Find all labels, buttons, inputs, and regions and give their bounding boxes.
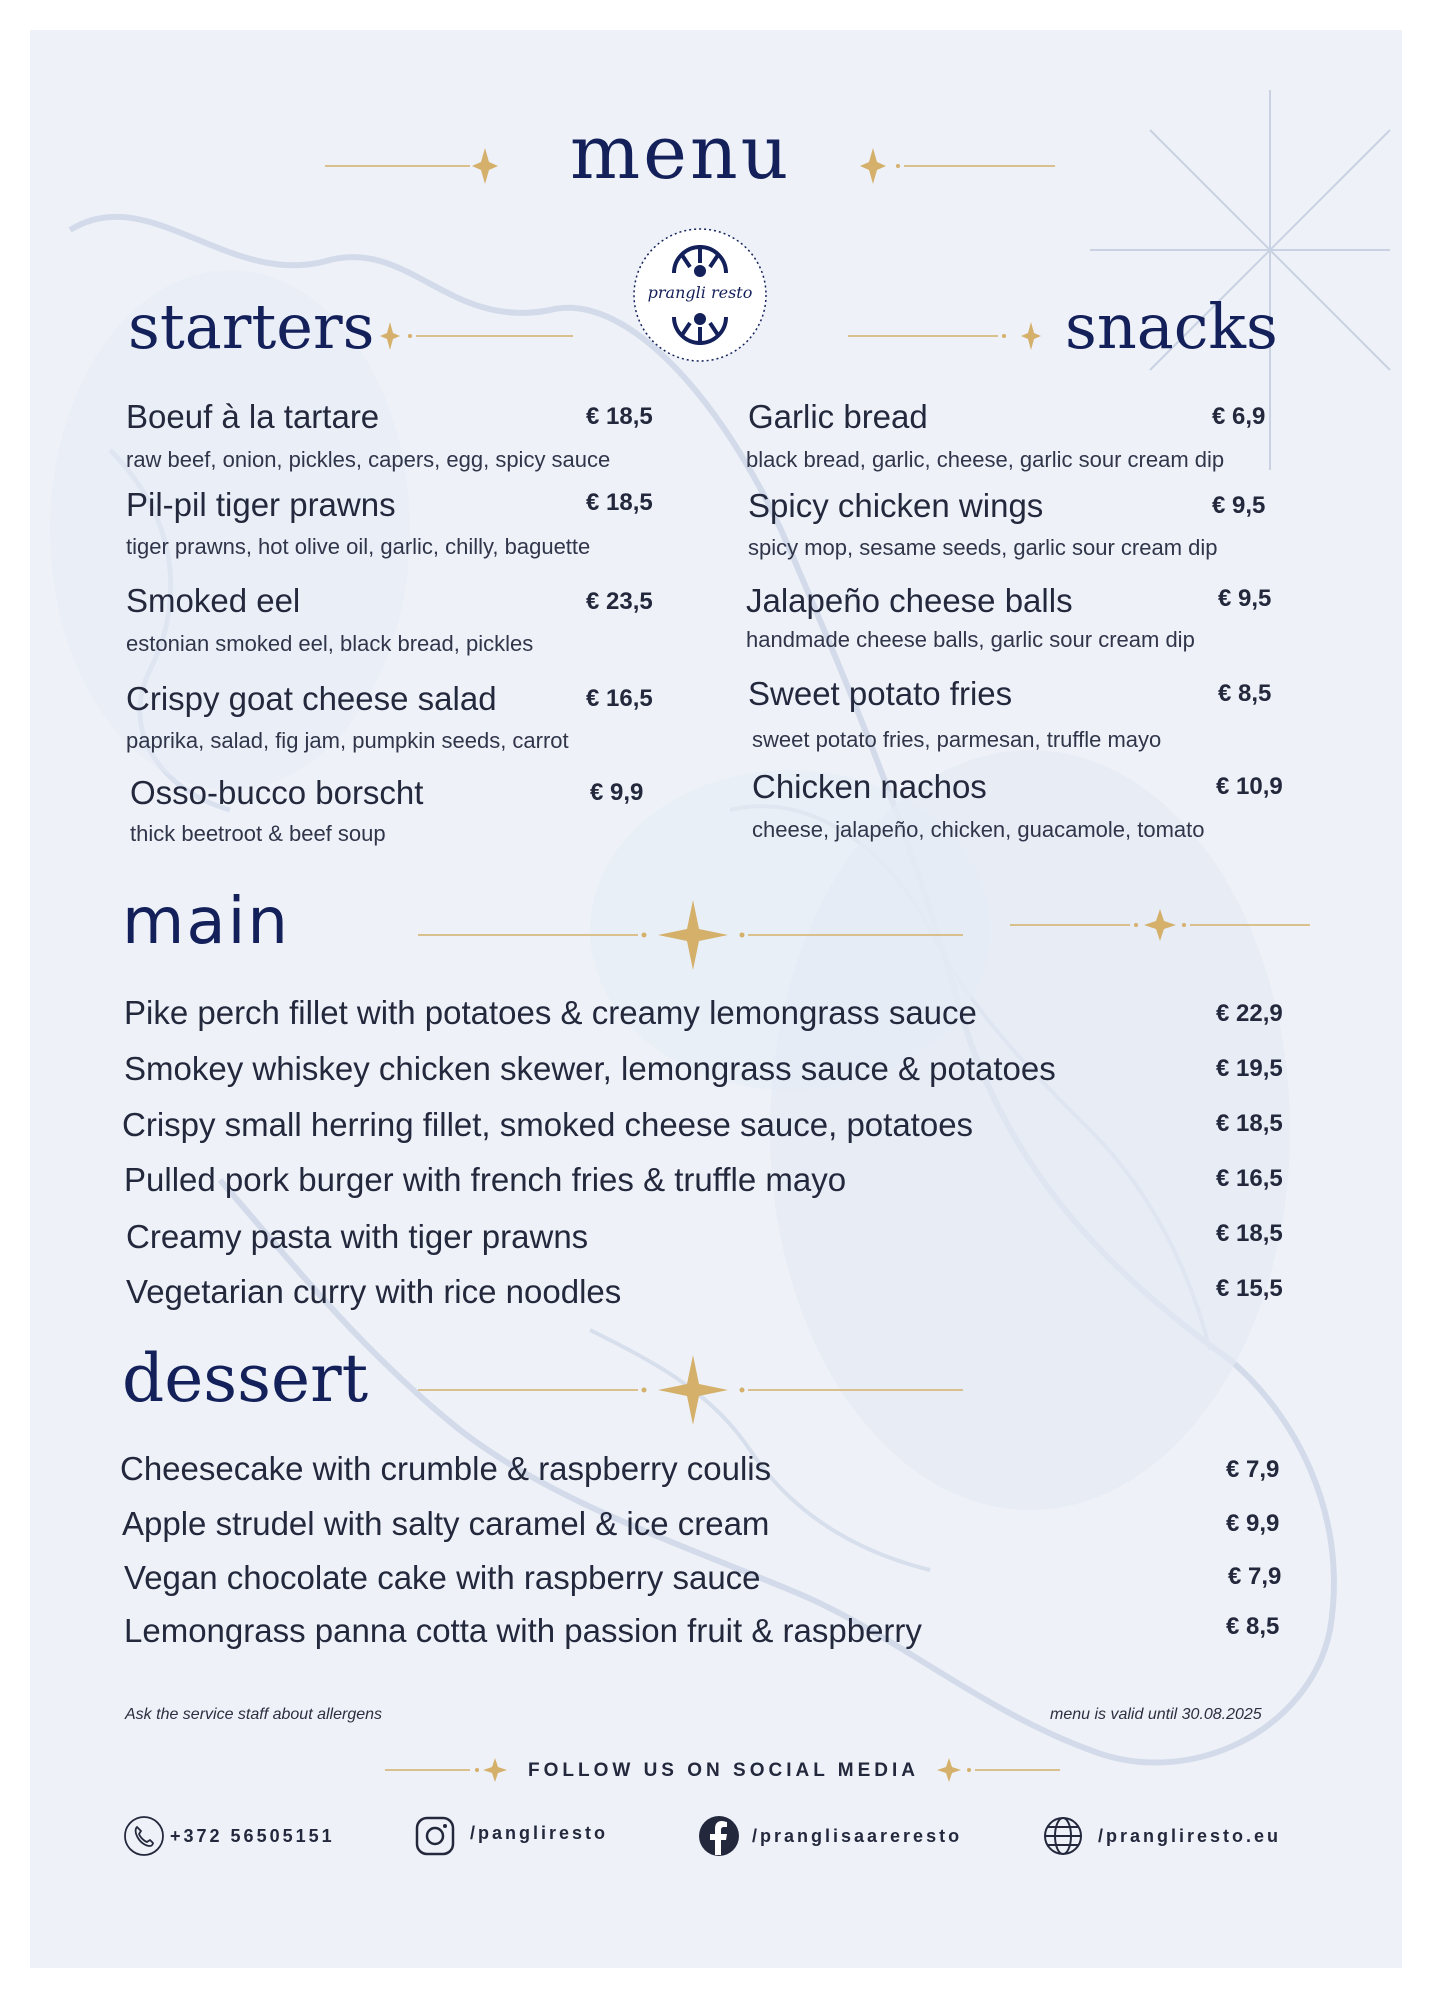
follow-us-label: FOLLOW US ON SOCIAL MEDIA — [528, 1760, 919, 1781]
website-url[interactable]: /prangliresto.eu — [1098, 1826, 1282, 1846]
main-name: Crispy small herring fillet, smoked cheese sauce, potatoes — [122, 1106, 974, 1143]
validity-note: menu is valid until 30.08.2025 — [1050, 1706, 1262, 1723]
snack-name: Garlic bread — [748, 398, 928, 435]
main-price: € 16,5 — [1216, 1165, 1283, 1192]
main-name: Vegetarian curry with rice noodles — [126, 1273, 622, 1310]
snacks-heading: snacks — [1065, 290, 1278, 363]
starter-price: € 23,5 — [586, 588, 653, 615]
starter-name: Smoked eel — [126, 582, 301, 619]
snack-name: Sweet potato fries — [748, 675, 1013, 712]
snack-name: Spicy chicken wings — [748, 487, 1044, 524]
snack-desc: cheese, jalapeño, chicken, guacamole, tomato — [752, 817, 1205, 842]
dessert-price: € 9,9 — [1226, 1510, 1280, 1537]
main-name: Pulled pork burger with french fries & truffle mayo — [124, 1161, 847, 1198]
snack-price: € 9,5 — [1212, 492, 1266, 519]
dessert-price: € 7,9 — [1228, 1563, 1282, 1590]
starter-desc: raw beef, onion, pickles, capers, egg, spicy sauce — [126, 447, 611, 472]
facebook-handle[interactable]: /pranglisaareresto — [752, 1826, 963, 1846]
starter-desc: paprika, salad, fig jam, pumpkin seeds, carrot — [126, 728, 569, 753]
main-heading: main — [122, 885, 290, 959]
main-name: Smokey whiskey chicken skewer, lemongrass sauce & potatoes — [124, 1050, 1056, 1087]
starter-price: € 18,5 — [586, 403, 653, 430]
main-name: Pike perch fillet with potatoes & creamy lemongrass sauce — [124, 994, 977, 1031]
dessert-ornament — [418, 1350, 968, 1430]
snack-desc: handmade cheese balls, garlic sour cream dip — [746, 627, 1195, 652]
instagram-icon — [414, 1815, 456, 1857]
follow-ornament-left — [385, 1755, 515, 1785]
dessert-price: € 8,5 — [1226, 1613, 1280, 1640]
starters-heading: starters — [128, 290, 375, 363]
starter-desc: thick beetroot & beef soup — [130, 821, 386, 846]
snack-desc: spicy mop, sesame seeds, garlic sour cream dip — [748, 535, 1218, 560]
main-price: € 18,5 — [1216, 1110, 1283, 1137]
menu-title: menu — [570, 110, 792, 196]
globe-icon — [1042, 1815, 1084, 1857]
starter-name: Pil-pil tiger prawns — [126, 486, 396, 523]
snack-name: Chicken nachos — [752, 768, 987, 805]
main-price: € 18,5 — [1216, 1220, 1283, 1247]
snack-desc: sweet potato fries, parmesan, truffle mayo — [752, 727, 1162, 752]
phone-icon — [123, 1815, 165, 1857]
snack-name: Jalapeño cheese balls — [746, 582, 1073, 619]
starter-desc: estonian smoked eel, black bread, pickles — [126, 631, 534, 656]
starter-price: € 18,5 — [586, 489, 653, 516]
dessert-price: € 7,9 — [1226, 1456, 1280, 1483]
title-ornament-left — [325, 140, 505, 200]
main-price: € 15,5 — [1216, 1275, 1283, 1302]
starter-desc: tiger prawns, hot olive oil, garlic, chilly, baguette — [126, 534, 591, 559]
main-name: Creamy pasta with tiger prawns — [126, 1218, 589, 1255]
main-ornament — [418, 895, 968, 975]
starter-name: Osso-bucco borscht — [130, 774, 424, 811]
dessert-heading: dessert — [122, 1340, 369, 1417]
dessert-name: Apple strudel with salty caramel & ice cream — [122, 1505, 770, 1542]
main-ornament-small — [1010, 905, 1310, 945]
title-ornament-right — [860, 140, 1060, 200]
phone-number[interactable]: +372 56505151 — [170, 1826, 335, 1846]
instagram-handle[interactable]: /pangliresto — [470, 1823, 609, 1843]
starter-name: Crispy goat cheese salad — [126, 680, 497, 717]
facebook-icon — [698, 1815, 740, 1857]
snack-price: € 10,9 — [1216, 773, 1283, 800]
snack-price: € 9,5 — [1218, 585, 1272, 612]
snacks-ornament — [848, 316, 1048, 356]
snack-price: € 6,9 — [1212, 403, 1266, 430]
starter-name: Boeuf à la tartare — [126, 398, 380, 435]
prangli-resto-logo — [630, 225, 770, 365]
allergens-note: Ask the service staff about allergens — [125, 1706, 383, 1723]
starter-price: € 9,9 — [590, 779, 644, 806]
starter-price: € 16,5 — [586, 685, 653, 712]
dessert-name: Cheesecake with crumble & raspberry coulis — [120, 1450, 772, 1487]
starters-ornament — [378, 316, 578, 356]
main-price: € 19,5 — [1216, 1055, 1283, 1082]
snack-price: € 8,5 — [1218, 680, 1272, 707]
logo-text: prangli resto — [647, 283, 753, 302]
follow-ornament-right — [935, 1755, 1065, 1785]
snack-desc: black bread, garlic, cheese, garlic sour cream dip — [746, 447, 1225, 472]
dessert-name: Vegan chocolate cake with raspberry sauce — [124, 1559, 761, 1596]
dessert-name: Lemongrass panna cotta with passion fruit & raspberry — [124, 1612, 922, 1649]
main-price: € 22,9 — [1216, 1000, 1283, 1027]
